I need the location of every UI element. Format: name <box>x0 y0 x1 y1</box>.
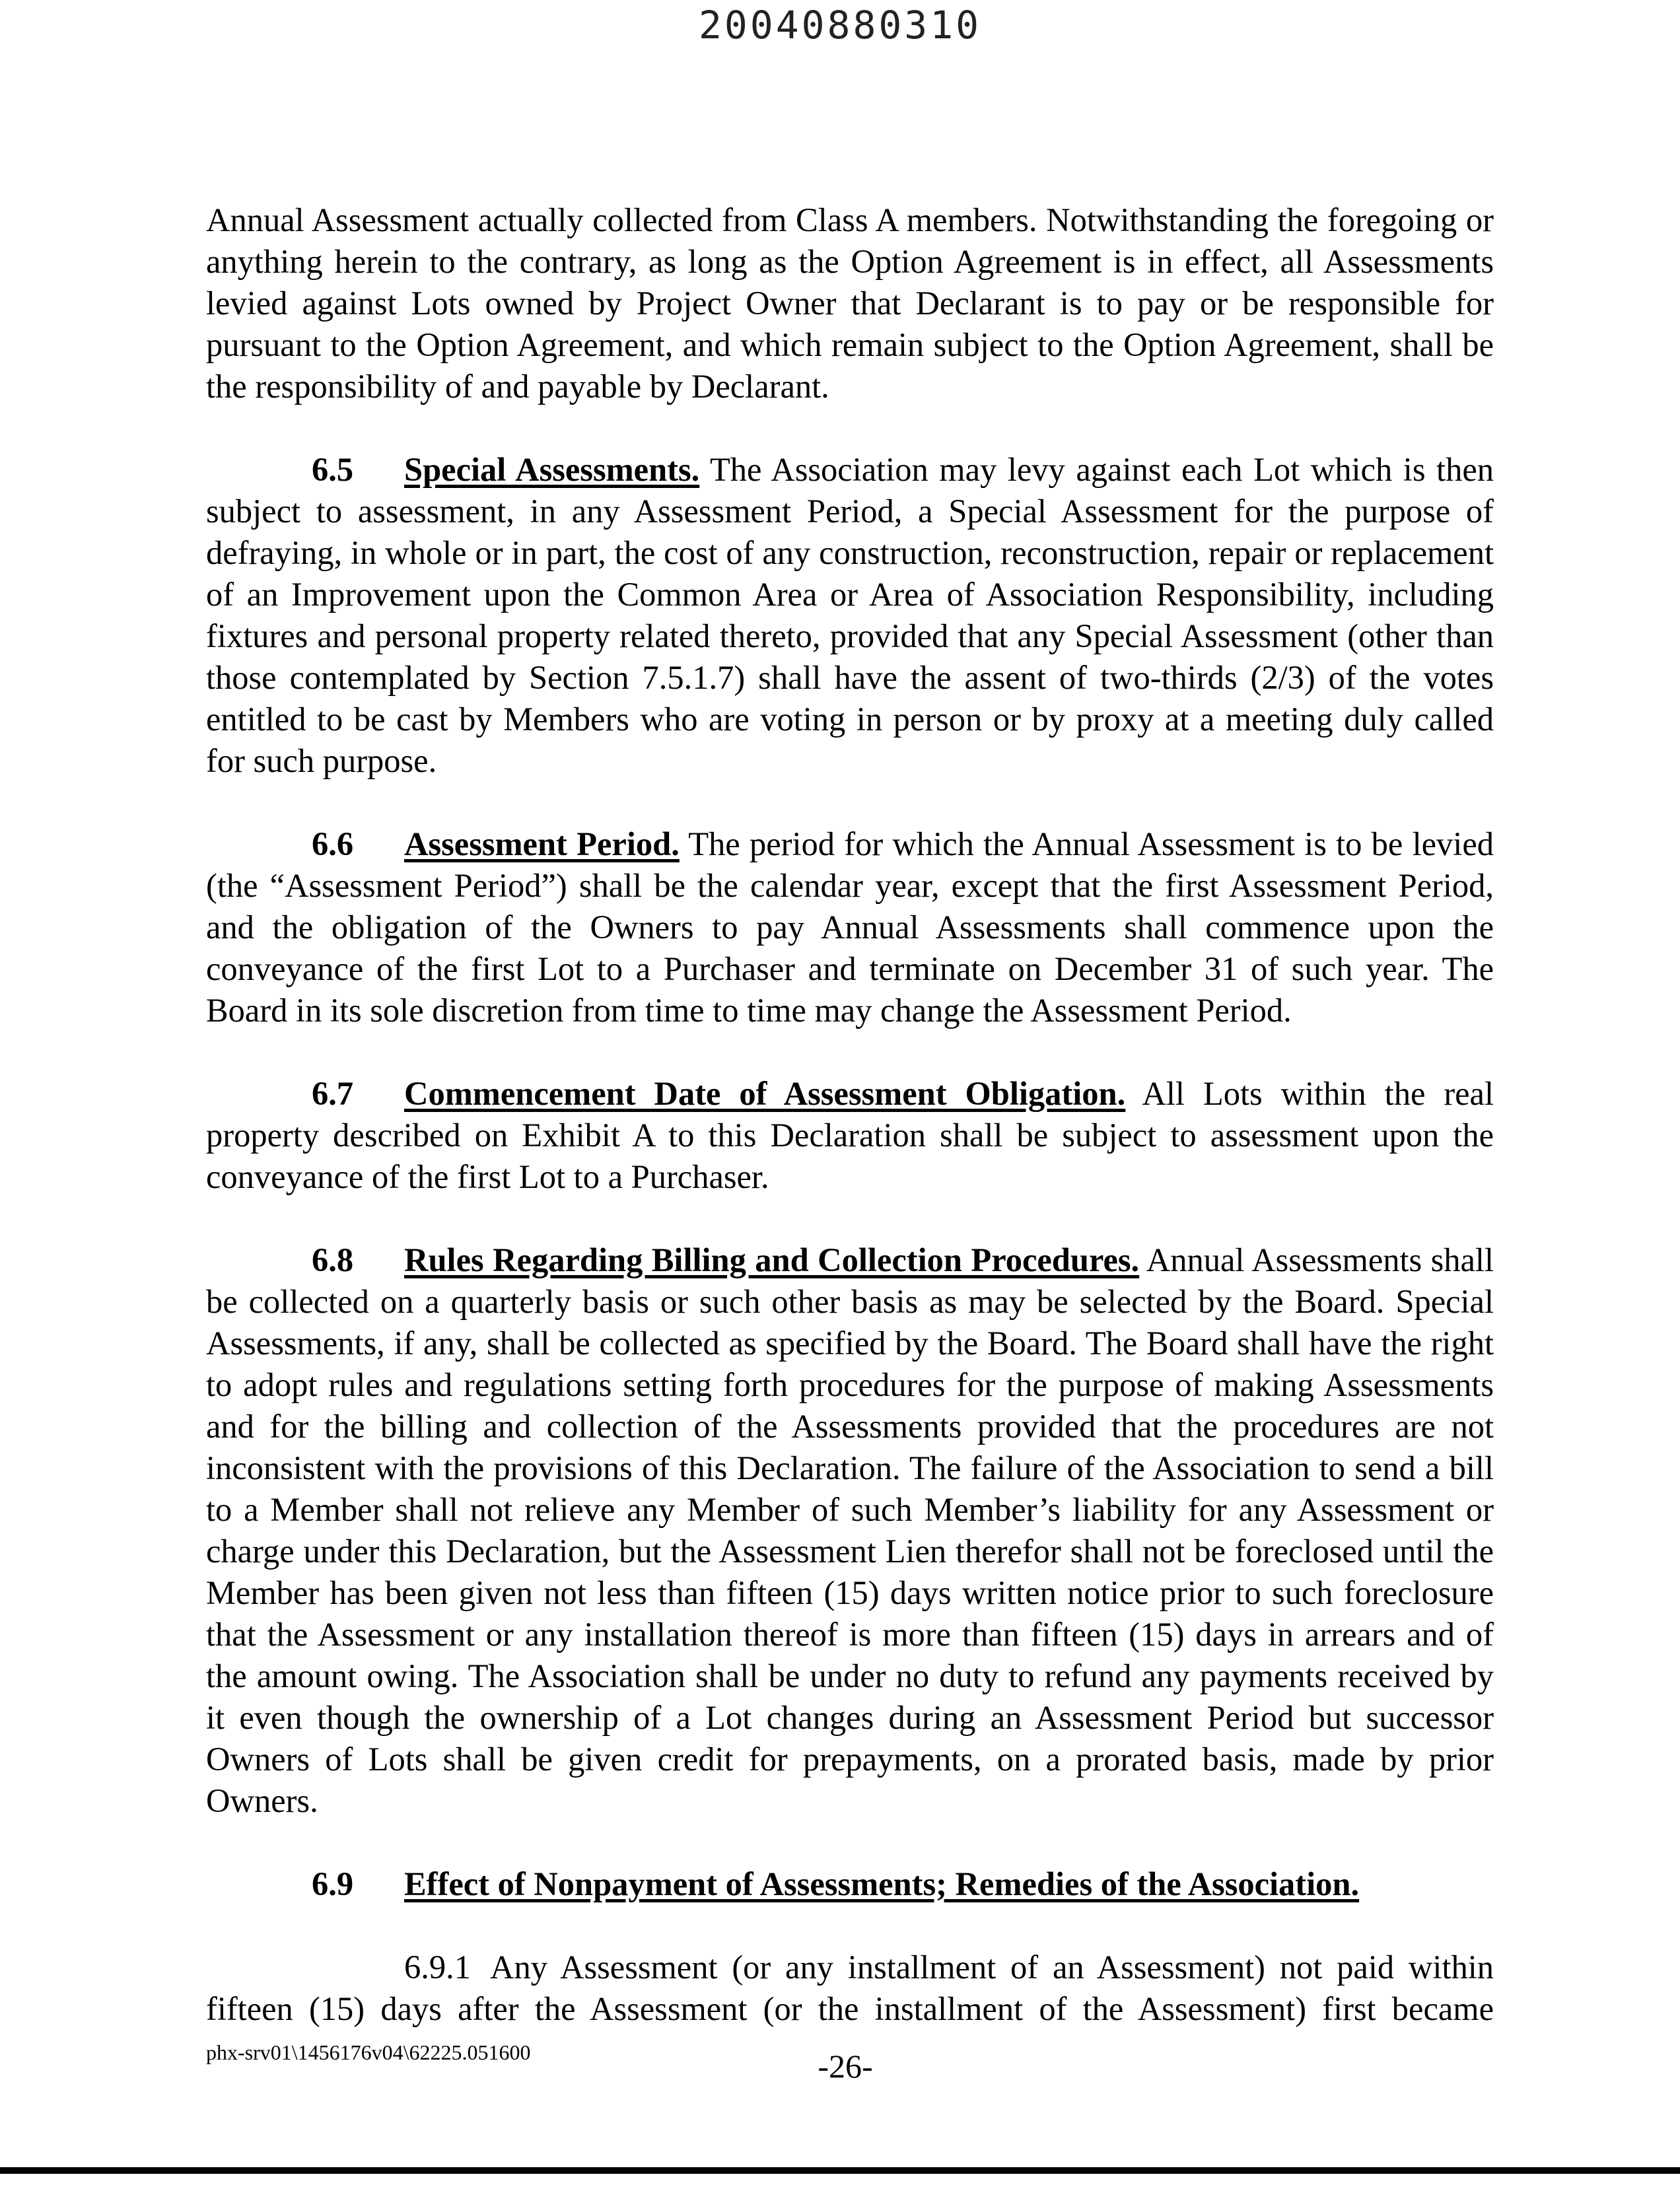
section-number: 6.9 <box>312 1865 354 1902</box>
section-number: 6.8 <box>312 1241 354 1278</box>
document-number: 20040880310 <box>698 3 982 48</box>
section-heading: Commencement Date of Assessment Obligation. <box>404 1075 1126 1112</box>
section-text: The Association may levy against each Lot which is then subject to assessment, in any Assessment Period, a Special Assessment for the purpose of defraying, in whole or in part, the cost of any construction, reconstruction, repair or replacement of an Improvement upon the Common Area or Area of Association Responsibility, including fixtures and personal property related thereto, provided that any Special Assessment (other than those contemplated by Section 7.5.1.7) shall have the assent of two-thirds (2/3) of the votes entitled to be cast by Members who are voting in person or by proxy at a meeting duly called for such purpose. <box>206 451 1494 779</box>
section-number: 6.7 <box>312 1075 354 1112</box>
section-heading: Assessment Period. <box>404 825 680 862</box>
subsection-text: Any Assessment (or any installment of an Assessment) not paid within fifteen (15) days after the Assessment (or the installment of the Assessment) first became <box>206 1949 1494 2027</box>
document-body <box>206 199 1494 2071</box>
page-number: -26- <box>818 2048 873 2085</box>
section-number: 6.5 <box>312 451 354 488</box>
section-text: Annual Assessments shall be collected on a quarterly basis or such other basis as may be selected by the Board. Special Assessments, if any, shall be collected as specified by the Board. The Board shall have the right to adopt rules and regulations setting forth procedures for the purpose of making Assessments and for the billing and collection of the Assessments provided that the procedures are not inconsistent with the provisions of this Declaration. The failure of the Association to send a bill to a Member shall not relieve any Member of such Member’s liability for any Assessment or charge under this Declaration, but the Assessment Lien therefor shall not be foreclosed until the Member has been given not less than fifteen (15) days written notice prior to such foreclosure that the Assessment or any installation thereof is more than fifteen (15) days in arrears and of the amount owing. The Association shall be under no duty to refund any payments received by it even though the ownership of a Lot changes during an Assessment Period but successor Owners of Lots shall be given credit for prepayments, on a prorated basis, made by prior Owners. <box>206 1241 1494 1819</box>
continuation-paragraph: Annual Assessment actually collected from Class A members. Notwithstanding the foregoing or anything herein to the contrary, as long as the Option Agreement is in effect, all Assessments levied against Lots owned by Project Owner that Declarant is to pay or be responsible for pursuant to the Option Agreement, and which remain subject to the Option Agreement, shall be the responsibility of and payable by Declarant. <box>206 201 1494 405</box>
subsection-number: 6.9.1 <box>404 1949 471 1986</box>
section-6-7 <box>206 1073 1494 1198</box>
section-number: 6.6 <box>312 825 354 862</box>
section-6-8 <box>206 1239 1494 1822</box>
section-heading: Rules Regarding Billing and Collection Procedures. <box>404 1241 1140 1278</box>
section-6-9 <box>206 1863 1494 1905</box>
footer-file-path: phx-srv01\1456176v04\62225.051600 <box>206 2040 531 2064</box>
section-heading: Effect of Nonpayment of Assessments; Remedies of the Association. <box>404 1865 1360 1902</box>
section-6-5 <box>206 449 1494 782</box>
section-heading: Special Assessments. <box>404 451 700 488</box>
section-text: The period for which the Annual Assessment is to be levied (the “Assessment Period”) shall be the calendar year, except that the first Assessment Period, and the obligation of the Owners to pay Annual Assessments shall commence upon the conveyance of the first Lot to a Purchaser and terminate on December 31 of such year. The Board in its sole discretion from time to time may change the Assessment Period. <box>206 825 1494 1029</box>
section-6-9-1 <box>206 1947 1494 2030</box>
section-text: All Lots within the real property described on Exhibit A to this Declaration shall be subject to assessment upon the conveyance of the first Lot to a Purchaser. <box>206 1075 1494 1195</box>
bottom-scan-border <box>0 2167 1680 2174</box>
section-6-6 <box>206 823 1494 1031</box>
